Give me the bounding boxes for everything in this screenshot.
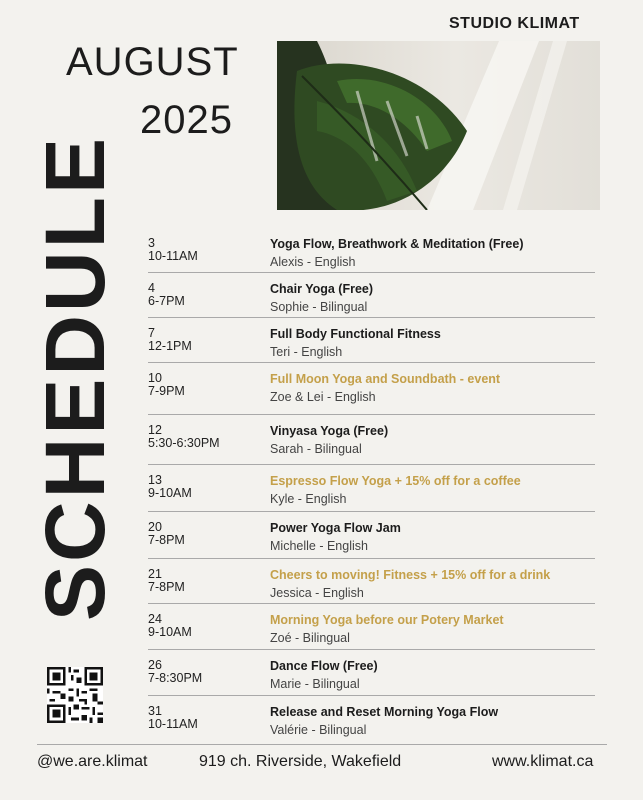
footer-divider bbox=[37, 744, 607, 745]
class-date: 10 bbox=[148, 371, 162, 385]
monstera-leaf-photo bbox=[277, 41, 600, 210]
class-title: Release and Reset Morning Yoga Flow bbox=[270, 705, 499, 719]
schedule-row bbox=[148, 512, 595, 559]
class-time: 12-1PM bbox=[148, 339, 192, 353]
class-time: 10-11AM bbox=[148, 249, 198, 263]
class-teacher: Marie - Bilingual bbox=[270, 677, 360, 691]
class-teacher: Michelle - English bbox=[270, 539, 368, 553]
class-date: 7 bbox=[148, 326, 155, 340]
class-time: 7-8PM bbox=[148, 580, 185, 594]
class-teacher: Sarah - Bilingual bbox=[270, 442, 362, 456]
class-teacher: Zoé - Bilingual bbox=[270, 631, 350, 645]
schedule-row bbox=[148, 604, 595, 650]
class-teacher: Teri - English bbox=[270, 345, 343, 359]
class-title: Cheers to moving! Fitness + 15% off for a drink bbox=[270, 568, 551, 582]
class-title: Espresso Flow Yoga + 15% off for a coffee bbox=[270, 474, 521, 488]
class-title: Full Body Functional Fitness bbox=[270, 327, 441, 341]
class-title: Power Yoga Flow Jam bbox=[270, 521, 401, 535]
schedule-row bbox=[148, 696, 595, 736]
class-teacher: Sophie - Bilingual bbox=[270, 300, 368, 314]
year-heading: 2025 bbox=[140, 98, 233, 142]
schedule-row bbox=[148, 318, 595, 363]
class-teacher: Kyle - English bbox=[270, 492, 347, 506]
class-date: 12 bbox=[148, 423, 162, 437]
class-date: 26 bbox=[148, 658, 162, 672]
class-teacher: Jessica - English bbox=[270, 586, 364, 600]
class-time: 10-11AM bbox=[148, 717, 198, 731]
class-teacher: Alexis - English bbox=[270, 255, 356, 269]
schedule-vertical-title: SCHEDULE bbox=[28, 134, 122, 622]
class-time: 7-9PM bbox=[148, 384, 185, 398]
class-date: 3 bbox=[148, 236, 155, 250]
website-link[interactable]: www.klimat.ca bbox=[492, 753, 594, 770]
class-title: Full Moon Yoga and Soundbath - event bbox=[270, 372, 501, 386]
schedule-row bbox=[148, 465, 595, 512]
schedule-row bbox=[148, 650, 595, 696]
qr-code-icon[interactable] bbox=[47, 667, 103, 723]
class-date: 13 bbox=[148, 473, 162, 487]
schedule-row bbox=[148, 363, 595, 415]
class-schedule-list bbox=[148, 228, 595, 736]
class-time: 9-10AM bbox=[148, 486, 192, 500]
class-title: Vinyasa Yoga (Free) bbox=[270, 424, 389, 438]
class-date: 4 bbox=[148, 281, 155, 295]
studio-name: STUDIO KLIMAT bbox=[449, 15, 580, 32]
class-teacher: Valérie - Bilingual bbox=[270, 723, 367, 737]
class-title: Dance Flow (Free) bbox=[270, 659, 378, 673]
instagram-handle[interactable]: @we.are.klimat bbox=[37, 753, 148, 770]
studio-address: 919 ch. Riverside, Wakefield bbox=[199, 753, 402, 770]
schedule-row bbox=[148, 228, 595, 273]
class-time: 9-10AM bbox=[148, 625, 192, 639]
class-time: 6-7PM bbox=[148, 294, 185, 308]
class-date: 31 bbox=[148, 704, 162, 718]
class-title: Chair Yoga (Free) bbox=[270, 282, 374, 296]
class-date: 21 bbox=[148, 567, 162, 581]
schedule-row bbox=[148, 273, 595, 318]
schedule-row bbox=[148, 415, 595, 465]
class-time: 7-8:30PM bbox=[148, 671, 203, 685]
class-date: 24 bbox=[148, 612, 162, 626]
class-time: 5:30-6:30PM bbox=[148, 436, 220, 450]
class-time: 7-8PM bbox=[148, 533, 185, 547]
class-title: Morning Yoga before our Potery Market bbox=[270, 613, 504, 627]
schedule-row bbox=[148, 559, 595, 604]
class-date: 20 bbox=[148, 520, 162, 534]
month-heading: AUGUST bbox=[66, 40, 239, 84]
class-teacher: Zoe & Lei - English bbox=[270, 390, 376, 404]
class-title: Yoga Flow, Breathwork & Meditation (Free) bbox=[270, 237, 524, 251]
